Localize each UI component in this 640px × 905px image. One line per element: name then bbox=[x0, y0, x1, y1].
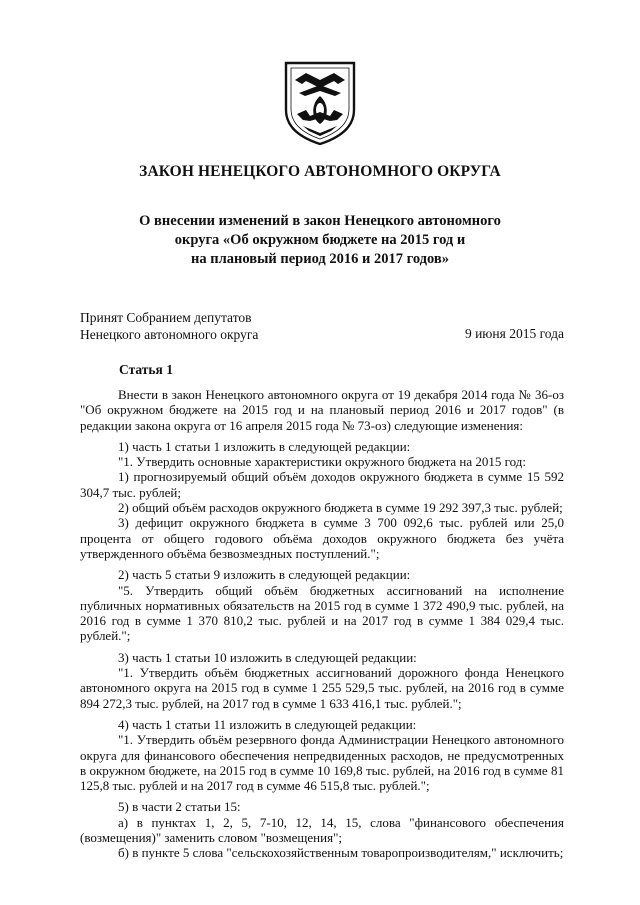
adopted-by bbox=[80, 309, 258, 343]
article-title: Статья 1 bbox=[119, 362, 173, 377]
body-paragraph: 2) часть 5 статьи 9 изложить в следующей редакции: bbox=[118, 567, 411, 583]
body-paragraph: "1. Утвердить объём бюджетных ассигнований дорожного фонда Ненецкого автономного округа на 2015 год в сумме 1 255 529,5 тыс. рублей, на 2016 год в сумме 894 272,3 тыс. рублей, на 2017 год в сумме 1 633 416,1 тыс. рублей."; bbox=[80, 665, 564, 711]
body-paragraph: Внести в закон Ненецкого автономного округа от 19 декабря 2014 года № 36-оз "Об окружном бюджете на 2015 год и на плановый период 2016 и 2017 годов" (в редакции закона округа от 16 апреля 2015 года № 73-оз) следующие изменения: bbox=[80, 387, 564, 433]
body-paragraph: 1) прогнозируемый общий объём доходов окружного бюджета в сумме 15 592 304,7 тыс. рублей; bbox=[80, 469, 564, 500]
body-paragraph: а) в пунктах 1, 2, 5, 7-10, 12, 14, 15, слова "финансового обеспечения (возмещения)" заменить словом "возмещения"; bbox=[80, 814, 564, 846]
body-paragraph: 2) общий объём расходов окружного бюджета в сумме 19 292 397,3 тыс. рублей; bbox=[118, 500, 563, 516]
law-subject-line: округа «Об окружном бюджете на 2015 год и bbox=[174, 232, 466, 248]
coat-of-arms-icon bbox=[283, 60, 357, 146]
body-paragraph: 4) часть 1 статьи 11 изложить в следующей редакции: bbox=[118, 716, 417, 732]
body-paragraph: 3) часть 1 статьи 10 изложить в следующей редакции: bbox=[118, 649, 417, 665]
body-paragraph: "5. Утвердить общий объём бюджетных ассигнований на исполнение публичных нормативных обязательств на 2015 год в сумме 1 372 490,9 тыс. рублей, на 2016 год в сумме 1 370 810,2 тыс. рублей и на 2017 год в сумме 1 384 029,4 тыс. рублей."; bbox=[80, 582, 564, 644]
adopted-date: 9 июня 2015 года bbox=[464, 326, 564, 341]
law-subject-line: О внесении изменений в закон Ненецкого автономного bbox=[139, 213, 501, 229]
body-paragraph: "1. Утвердить объём резервного фонда Администрации Ненецкого автономного округа для финансового обеспечения непредвиденных расходов, не предусмотренных в окружном бюджете, на 2015 год в сумме 10 169,8 тыс. рублей, на 2016 год в сумме 81 125,8 тыс. рублей и на 2017 год в сумме 46 515,8 тыс. рублей."; bbox=[80, 732, 564, 794]
body-paragraph: 5) в части 2 статьи 15: bbox=[118, 799, 241, 815]
law-subject bbox=[0, 212, 640, 269]
article-body bbox=[80, 387, 564, 861]
body-paragraph: б) в пункте 5 слова "сельскохозяйственным товаропроизводителям," исключить; bbox=[118, 845, 564, 861]
body-paragraph: 1) часть 1 статьи 1 изложить в следующей редакции: bbox=[118, 438, 411, 454]
adopted-by-line: Принят Собранием депутатов bbox=[80, 310, 252, 325]
body-paragraph: 3) дефицит окружного бюджета в сумме 3 700 092,6 тыс. рублей или 25,0 процента от общего годового объёма доходов окружного бюджета без учёта утвержденного объёма безвозмездных поступлений."; bbox=[80, 515, 564, 561]
law-subject-line: на плановый период 2016 и 2017 годов» bbox=[191, 251, 449, 267]
adopted-by-line: Ненецкого автономного округа bbox=[80, 327, 259, 342]
law-title: ЗАКОН НЕНЕЦКОГО АВТОНОМНОГО ОКРУГА bbox=[139, 163, 501, 180]
body-paragraph: "1. Утвердить основные характеристики окружного бюджета на 2015 год: bbox=[118, 454, 527, 470]
